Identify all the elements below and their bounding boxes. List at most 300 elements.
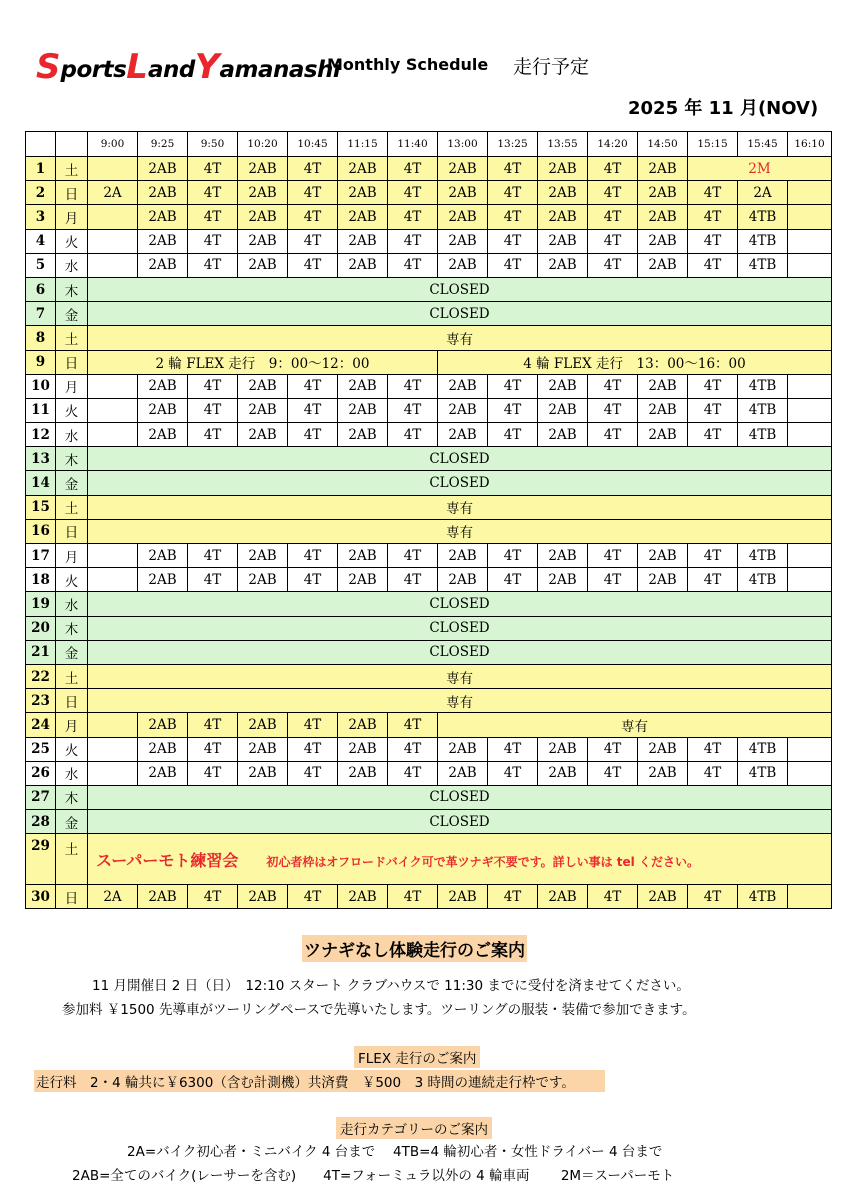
day-number: 25 [26,737,56,761]
full-day-status: 専有 [88,689,832,713]
slot-cell [88,568,138,592]
logo-l: L [126,47,148,87]
logo-s: S [36,47,61,87]
slot-cell: 4T [488,229,538,253]
slot-cell: 2AB [638,253,688,277]
slot-cell: 2AB [138,157,188,181]
day-of-week: 月 [56,544,88,568]
slot-cell: 2AB [638,398,688,422]
slot-cell: 4T [188,229,238,253]
slot-cell: 4TB [738,737,788,761]
slot-cell: 4T [288,885,338,909]
slot-cell: 4T [388,423,438,447]
time-slot-header: 9:00 [88,132,138,157]
slot-cell: 4T [588,544,638,568]
slot-cell: 4T [388,713,438,737]
slot-cell: 2AB [238,761,288,785]
slot-cell: 4T [488,761,538,785]
slot-cell: 2AB [238,544,288,568]
day-number: 17 [26,544,56,568]
slot-cell: 2AB [338,544,388,568]
slot-cell [88,737,138,761]
day-number: 26 [26,761,56,785]
slot-cell: 2AB [138,181,188,205]
day-of-week: 水 [56,253,88,277]
category-title: 走行カテゴリーのご案内 [336,1117,492,1139]
slot-cell: 2AB [138,544,188,568]
slot-cell: 2AB [638,229,688,253]
slot-cell: 2AB [338,885,388,909]
slot-cell: 2AB [638,181,688,205]
category-line-2: 2AB=全てのバイク(レーサーを含む) 4T=フォーミュラ以外の 4 輪車両 2M＝スーパーモト [72,1168,675,1184]
day-of-week: 日 [56,350,88,374]
slot-cell: 4T [288,423,338,447]
slot-cell: 4T [388,374,438,398]
slot-cell: 2AB [638,205,688,229]
slot-cell: 2AB [238,205,288,229]
corner-cell [56,132,88,157]
day-number: 20 [26,616,56,640]
time-slot-header: 14:20 [588,132,638,157]
day-row [26,544,832,568]
slot-cell: 2AB [538,374,588,398]
time-slot-header: 13:00 [438,132,488,157]
flex-title: FLEX 走行のご案内 [354,1046,480,1068]
slot-cell: 2AB [238,374,288,398]
slot-cell [788,398,832,422]
trial-line-2: 参加料 ￥1500 先導車がツーリングペースで先導いたします。ツーリングの服装・装備で参加できます。 [62,1002,696,1018]
day-number: 18 [26,568,56,592]
slot-cell: 2AB [538,229,588,253]
time-slot-header: 10:45 [288,132,338,157]
supermoto-title: スーパーモト練習会 [96,850,239,870]
time-slot-header: 11:15 [338,132,388,157]
slot-cell: 2AB [238,568,288,592]
slot-cell: 2AB [438,253,488,277]
slot-cell: 4T [288,761,338,785]
day-of-week: 水 [56,761,88,785]
slot-cell: 4T [488,157,538,181]
slot-cell: 2AB [338,713,388,737]
day-number: 22 [26,664,56,688]
full-day-status: CLOSED [88,471,832,495]
day-of-week: 火 [56,229,88,253]
time-slot-header: 15:15 [688,132,738,157]
day-row [26,810,832,834]
day-number: 10 [26,374,56,398]
day-number: 11 [26,398,56,422]
day-of-week: 土 [56,157,88,181]
slot-cell: 4T [188,885,238,909]
slot-cell: 4T [388,253,438,277]
slot-cell [788,229,832,253]
slot-cell: 4T [688,205,738,229]
full-day-status: 専有 [88,495,832,519]
time-slot-header: 13:55 [538,132,588,157]
slot-cell: 4T [288,713,338,737]
day-row [26,350,832,374]
slot-cell: 4T [488,737,538,761]
slot-cell [88,423,138,447]
slot-cell: 4T [588,253,638,277]
day-row [26,302,832,326]
full-day-status: CLOSED [88,640,832,664]
day-row [26,205,832,229]
slot-cell: 2AB [338,737,388,761]
slot-cell [88,253,138,277]
slot-cell: 4T [188,544,238,568]
slot-cell-2m: 2M [688,157,832,181]
slot-cell: 4TB [738,205,788,229]
full-day-status: CLOSED [88,447,832,471]
slot-cell: 4T [188,253,238,277]
slot-cell: 4T [288,374,338,398]
slot-cell [788,737,832,761]
day-of-week: 日 [56,181,88,205]
day-of-week: 木 [56,785,88,809]
slot-cell: 4T [688,544,738,568]
time-header-row [26,132,832,157]
day-number: 9 [26,350,56,374]
slot-cell [88,761,138,785]
day-row [26,785,832,809]
slot-cell: 4T [188,157,238,181]
full-day-status: 専有 [88,664,832,688]
day-number: 16 [26,519,56,543]
slot-cell: 2AB [638,737,688,761]
time-slot-header: 15:45 [738,132,788,157]
day-number: 8 [26,326,56,350]
trial-title: ツナギなし体験走行のご案内 [302,935,527,962]
slot-cell: 2AB [138,374,188,398]
page-title: 走行予定 [513,56,590,78]
time-slot-header: 10:20 [238,132,288,157]
full-day-status: CLOSED [88,785,832,809]
slot-cell: 2AB [138,205,188,229]
slot-cell: 2AB [538,761,588,785]
slot-cell: 2AB [638,374,688,398]
slot-cell: 4T [488,253,538,277]
slot-cell: 4T [588,423,638,447]
schedule-table [25,131,832,909]
day-of-week: 土 [56,495,88,519]
day-of-week: 月 [56,205,88,229]
slot-cell: 2AB [238,229,288,253]
slot-cell: 2AB [538,885,588,909]
day-row [26,495,832,519]
slot-cell: 4TB [738,398,788,422]
day-number: 23 [26,689,56,713]
slot-cell: 4T [188,423,238,447]
slot-cell: 2AB [438,761,488,785]
slot-cell: 2AB [438,568,488,592]
slot-cell: 2AB [138,568,188,592]
slot-cell: 4T [488,181,538,205]
day-row [26,181,832,205]
page-subtitle: Monthly Schedule [327,55,489,74]
day-of-week: 水 [56,592,88,616]
slot-cell: 2AB [238,253,288,277]
slot-cell: 4T [588,398,638,422]
slot-cell: 2AB [538,737,588,761]
day-row [26,592,832,616]
day-of-week: 金 [56,640,88,664]
day-number: 19 [26,592,56,616]
slot-cell: 2AB [438,181,488,205]
day-of-week: 木 [56,447,88,471]
day-row [26,423,832,447]
slot-cell: 2AB [638,157,688,181]
time-slot-header: 13:25 [488,132,538,157]
slot-cell: 2AB [138,761,188,785]
day-row [26,229,832,253]
day-of-week: 日 [56,689,88,713]
slot-cell: 2AB [538,205,588,229]
day-row [26,689,832,713]
slot-cell: 2AB [538,181,588,205]
slot-cell: 4T [688,761,738,785]
slot-cell: 2AB [638,568,688,592]
slot-cell: 4T [388,544,438,568]
day-number: 30 [26,885,56,909]
logo [36,44,341,87]
slot-cell: 4TB [738,229,788,253]
trial-line-1: 11 月開催日 2 日（日） 12:10 スタート クラブハウスで 11:30 までに受付を済ませてください。 [92,978,690,994]
day-number: 13 [26,447,56,471]
day-number: 4 [26,229,56,253]
supermoto-note: 初心者枠はオフロードバイク可で革ツナギ不要です。詳しい事は tel ください。 [266,854,699,869]
day-row [26,616,832,640]
slot-cell: 4T [688,398,738,422]
slot-cell: 2AB [238,398,288,422]
slot-cell: 4T [688,737,738,761]
slot-cell: 4T [388,885,438,909]
logo-amanashi: amanashi [219,57,341,83]
slot-cell: 4T [188,761,238,785]
day-row [26,834,832,885]
slot-cell: 4T [488,205,538,229]
slot-cell: 2AB [638,885,688,909]
slot-cell [88,398,138,422]
slot-cell: 2A [88,181,138,205]
slot-cell: 2AB [338,374,388,398]
day-number: 12 [26,423,56,447]
slot-cell: 2AB [238,713,288,737]
slot-cell: 4T [588,229,638,253]
slot-cell [788,544,832,568]
day-number: 28 [26,810,56,834]
full-day-status: CLOSED [88,592,832,616]
slot-cell: 2AB [638,423,688,447]
day-row [26,761,832,785]
slot-cell: 4T [588,157,638,181]
day-of-week: 金 [56,471,88,495]
slot-cell: 4T [488,568,538,592]
slot-cell: 4T [288,737,338,761]
slot-cell: 4T [188,205,238,229]
slot-cell: 2AB [138,423,188,447]
slot-cell: 2AB [438,544,488,568]
slot-cell: 4TB [738,423,788,447]
slot-cell: 4T [188,737,238,761]
slot-cell: 2AB [238,737,288,761]
slot-cell: 4T [388,229,438,253]
day-of-week: 土 [56,834,88,885]
day-of-week: 金 [56,810,88,834]
slot-cell: 4TB [738,374,788,398]
slot-cell: 2AB [438,374,488,398]
day-of-week: 日 [56,885,88,909]
slot-cell: 2AB [238,181,288,205]
full-day-status: 専有 [88,519,832,543]
slot-cell: 2AB [138,253,188,277]
slot-cell: 4T [488,544,538,568]
slot-cell: 4TB [738,885,788,909]
slot-cell: 2AB [138,885,188,909]
slot-cell: 4T [388,157,438,181]
day-row [26,398,832,422]
day-number: 24 [26,713,56,737]
slot-cell: 4T [688,423,738,447]
slot-cell: 2AB [138,713,188,737]
slot-cell: 4T [288,253,338,277]
day-of-week: 木 [56,616,88,640]
slot-cell: 4T [588,737,638,761]
slot-cell: 2AB [438,205,488,229]
day-of-week: 火 [56,737,88,761]
logo-and: and [147,57,195,83]
slot-cell: 4T [488,885,538,909]
slot-cell [788,568,832,592]
slot-cell: 2AB [338,205,388,229]
day-of-week: 木 [56,277,88,301]
day-number: 2 [26,181,56,205]
slot-cell: 4T [388,205,438,229]
slot-cell [88,544,138,568]
slot-cell: 4T [588,568,638,592]
full-day-status: CLOSED [88,810,832,834]
slot-cell: 2AB [338,761,388,785]
day-number: 27 [26,785,56,809]
day-row [26,713,832,737]
slot-cell: 4T [688,885,738,909]
slot-cell: 4T [688,253,738,277]
slot-cell: 4TB [738,761,788,785]
slot-cell: 2AB [638,761,688,785]
slot-cell: 4TB [738,568,788,592]
slot-cell: 2AB [538,398,588,422]
slot-cell [788,181,832,205]
slot-cell: 2A [88,885,138,909]
slot-cell [788,761,832,785]
slot-cell: 2AB [438,423,488,447]
supermoto-event [88,834,832,885]
slot-cell: 2AB [338,229,388,253]
slot-cell [788,374,832,398]
slot-cell: 4T [388,737,438,761]
slot-cell [88,229,138,253]
slot-cell: 2AB [538,253,588,277]
day-number: 21 [26,640,56,664]
slot-cell: 4T [688,181,738,205]
slot-cell: 4T [588,885,638,909]
day-number: 15 [26,495,56,519]
slot-cell: 2AB [138,229,188,253]
day-of-week: 金 [56,302,88,326]
slot-cell: 4T [288,157,338,181]
slot-cell: 4T [588,374,638,398]
slot-cell [88,205,138,229]
day-of-week: 月 [56,374,88,398]
corner-cell [26,132,56,157]
day-row [26,253,832,277]
slot-cell: 4T [488,374,538,398]
day-of-week: 日 [56,519,88,543]
time-slot-header: 9:25 [138,132,188,157]
slot-cell: 2AB [338,181,388,205]
slot-cell: 2AB [438,398,488,422]
slot-cell: 2AB [238,423,288,447]
slot-cell: 4T [388,398,438,422]
day-of-week: 火 [56,398,88,422]
slot-cell: 4T [288,544,338,568]
slot-cell: 4TB [738,544,788,568]
slot-cell: 2AB [338,398,388,422]
full-day-status: 専有 [88,326,832,350]
slot-cell: 4T [188,398,238,422]
slot-cell: 2AB [138,398,188,422]
slot-cell [88,157,138,181]
slot-cell: 4T [288,568,338,592]
day-row [26,447,832,471]
slot-cell: 2AB [638,544,688,568]
slot-cell: 2AB [238,885,288,909]
slot-cell: 4T [188,374,238,398]
slot-cell: 4T [588,761,638,785]
day-of-week: 火 [56,568,88,592]
slot-cell: 4T [588,181,638,205]
flex-2wheel: 2 輪 FLEX 走行 9：00～12：00 [88,350,438,374]
slot-cell: 2AB [538,544,588,568]
day-number: 1 [26,157,56,181]
slot-cell: 2AB [338,568,388,592]
slot-cell: 2AB [338,423,388,447]
slot-cell: 2AB [438,229,488,253]
day-row [26,326,832,350]
day-number: 7 [26,302,56,326]
slot-cell: 4T [588,205,638,229]
slot-cell: 4T [488,423,538,447]
slot-cell: 4TB [738,253,788,277]
slot-cell: 2AB [538,423,588,447]
schedule-date: 2025 年 11 月(NOV) [628,98,819,119]
day-of-week: 水 [56,423,88,447]
slot-cell: 2AB [438,157,488,181]
day-row [26,568,832,592]
slot-cell: 4T [488,398,538,422]
schedule-body [26,157,832,909]
afternoon-status: 専有 [438,713,832,737]
time-slot-header: 14:50 [638,132,688,157]
full-day-status: CLOSED [88,302,832,326]
slot-cell: 2AB [138,737,188,761]
day-of-week: 土 [56,326,88,350]
day-row [26,157,832,181]
time-slot-header: 16:10 [788,132,832,157]
day-number: 29 [26,834,56,885]
slot-cell: 2AB [538,568,588,592]
slot-cell: 2AB [438,737,488,761]
